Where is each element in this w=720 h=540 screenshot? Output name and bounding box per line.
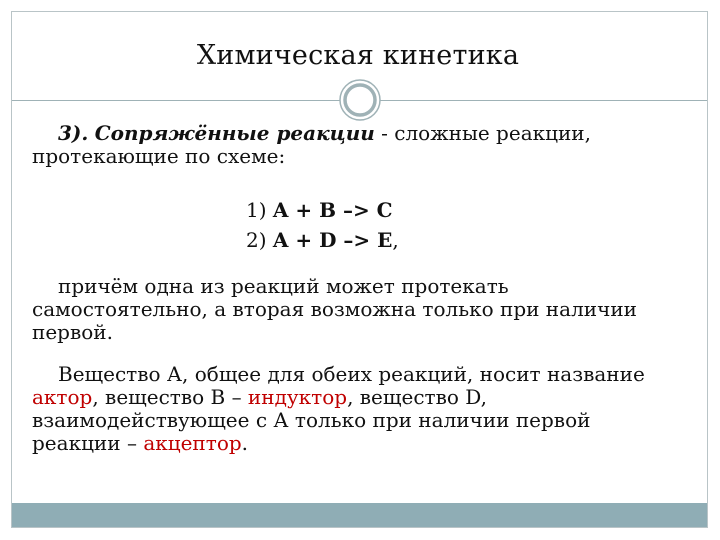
term-inductor: индуктор — [247, 385, 348, 409]
intro-rest-line2: протекающие по схеме: — [32, 144, 286, 168]
intro-number: 3). — [58, 121, 89, 145]
reaction-equation: A + B –> C — [272, 198, 393, 222]
intro-rest-line1: - сложные реакции, — [374, 121, 591, 145]
paragraph-three-part4: . — [241, 431, 249, 455]
reaction-suffix: , — [392, 228, 399, 252]
reaction-equation: A + D –> E — [272, 228, 393, 252]
intro-term: Сопряжённые реакции — [94, 121, 375, 145]
paragraph-three-part3: , вещество D, взаимодействующее с А только при наличии первой реакции – — [32, 385, 591, 455]
paragraph-two — [32, 275, 682, 344]
term-acceptor: акцептор — [143, 431, 242, 455]
reaction-index: 2) — [246, 228, 267, 252]
footer-bar — [12, 503, 707, 527]
slide-body — [32, 122, 682, 455]
slide-title: Химическая кинетика — [196, 40, 520, 71]
paragraph-three-part2: , вещество В – — [92, 385, 248, 409]
paragraph-three — [32, 363, 682, 455]
reaction-index: 1) — [246, 198, 267, 222]
reaction-list — [246, 195, 682, 255]
intro-paragraph — [32, 122, 682, 168]
paragraph-three-part1: Вещество А, общее для обеих реакций, носит название — [58, 362, 645, 386]
paragraph-two-text: причём одна из реакций может протекать самостоятельно, а вторая возможна только при наличии первой. — [32, 274, 637, 344]
reaction-item — [246, 225, 682, 255]
term-actor: актор — [32, 385, 93, 409]
reaction-item — [246, 195, 682, 225]
circle-ornament-icon — [339, 79, 381, 121]
